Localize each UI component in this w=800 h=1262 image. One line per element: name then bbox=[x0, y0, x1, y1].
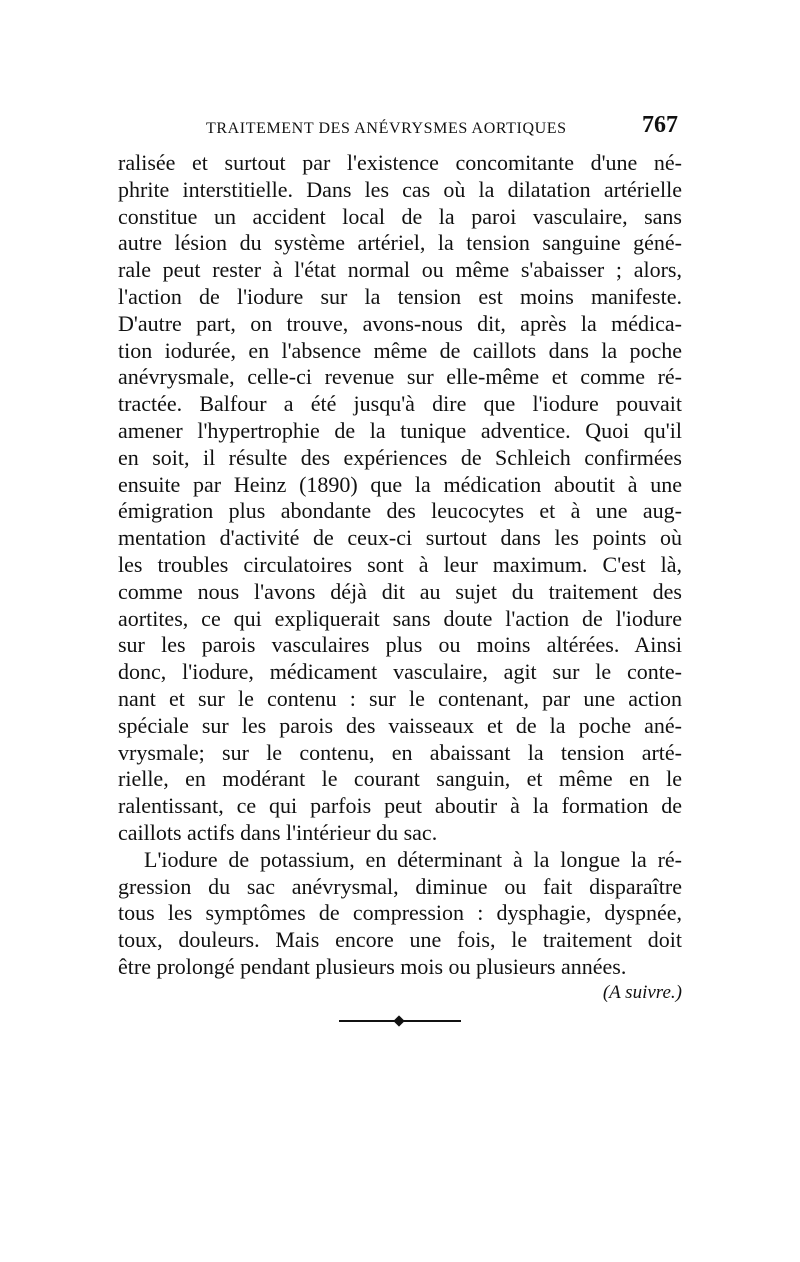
text-line: être prolongé pendant plusieurs mois ou plusieurs années. bbox=[118, 953, 627, 979]
section-end-ornament bbox=[339, 1017, 461, 1025]
text-line: l'action de l'iodure sur la tension est moins manifeste. bbox=[118, 283, 682, 309]
page-number: 767 bbox=[642, 112, 678, 138]
text-line: nant et sur le contenu : sur le contenant, par une action bbox=[118, 685, 682, 711]
paragraph-1 bbox=[118, 150, 682, 847]
text-line: spéciale sur les parois des vaisseaux et de la poche ané- bbox=[118, 712, 682, 738]
text-line: émigration plus abondante des leucocytes et à une aug- bbox=[118, 498, 682, 524]
text-line: toux, douleurs. Mais encore une fois, le traitement doit bbox=[118, 927, 682, 953]
text-line: tous les symptômes de compression : dysphagie, dyspnée, bbox=[118, 900, 682, 926]
text-line: constitue un accident local de la paroi vasculaire, sans bbox=[118, 203, 682, 229]
text-line: L'iodure de potassium, en déterminant à la longue la ré- bbox=[144, 846, 682, 872]
to-be-continued-note: (A suivre.) bbox=[602, 982, 682, 1003]
text-line: donc, l'iodure, médicament vasculaire, agit sur le conte- bbox=[118, 659, 682, 685]
text-line: gression du sac anévrysmal, diminue ou fait disparaître bbox=[118, 873, 682, 899]
text-line: caillots actifs dans l'intérieur du sac. bbox=[118, 819, 438, 845]
text-line: ralentissant, ce qui parfois peut aboutir à la formation de bbox=[118, 793, 682, 819]
text-line: tion iodurée, en l'absence même de caillots dans la poche bbox=[118, 337, 682, 363]
text-line: phrite interstitielle. Dans les cas où la dilatation artérielle bbox=[118, 176, 682, 202]
text-line: aortites, ce qui expliquerait sans doute l'action de l'iodure bbox=[118, 605, 682, 631]
text-line: comme nous l'avons déjà dit au sujet du traitement des bbox=[118, 578, 682, 604]
text-line: mentation d'activité de ceux-ci surtout dans les points où bbox=[118, 525, 682, 551]
text-line: en soit, il résulte des expériences de Schleich confirmées bbox=[118, 444, 682, 470]
text-line: rielle, en modérant le courant sanguin, et même en le bbox=[118, 766, 682, 792]
text-line: vrysmale; sur le contenu, en abaissant la tension arté- bbox=[118, 739, 682, 765]
diamond-icon bbox=[393, 1015, 404, 1026]
running-title: TRAITEMENT DES ANÉVRYSMES AORTIQUES bbox=[206, 120, 567, 137]
text-line: les troubles circulatoires sont à leur maximum. C'est là, bbox=[118, 551, 682, 577]
text-line: anévrysmale, celle-ci revenue sur elle-même et comme ré- bbox=[118, 364, 682, 390]
text-line: autre lésion du système artériel, la tension sanguine géné- bbox=[118, 230, 682, 256]
running-head bbox=[118, 112, 682, 146]
text-line: amener l'hypertrophie de la tunique adventice. Quoi qu'il bbox=[118, 417, 682, 443]
text-line: rale peut rester à l'état normal ou même s'abaisser ; alors, bbox=[118, 257, 682, 283]
paragraph-2 bbox=[118, 847, 682, 981]
text-line: ensuite par Heinz (1890) que la médication aboutit à une bbox=[118, 471, 682, 497]
text-line: ralisée et surtout par l'existence concomitante d'une né- bbox=[118, 150, 682, 175]
text-line: tractée. Balfour a été jusqu'à dire que l'iodure pouvait bbox=[118, 391, 682, 417]
body-text bbox=[118, 150, 682, 981]
text-line: sur les parois vasculaires plus ou moins altérées. Ainsi bbox=[118, 632, 682, 658]
text-line: D'autre part, on trouve, avons-nous dit, après la médica- bbox=[118, 310, 682, 336]
